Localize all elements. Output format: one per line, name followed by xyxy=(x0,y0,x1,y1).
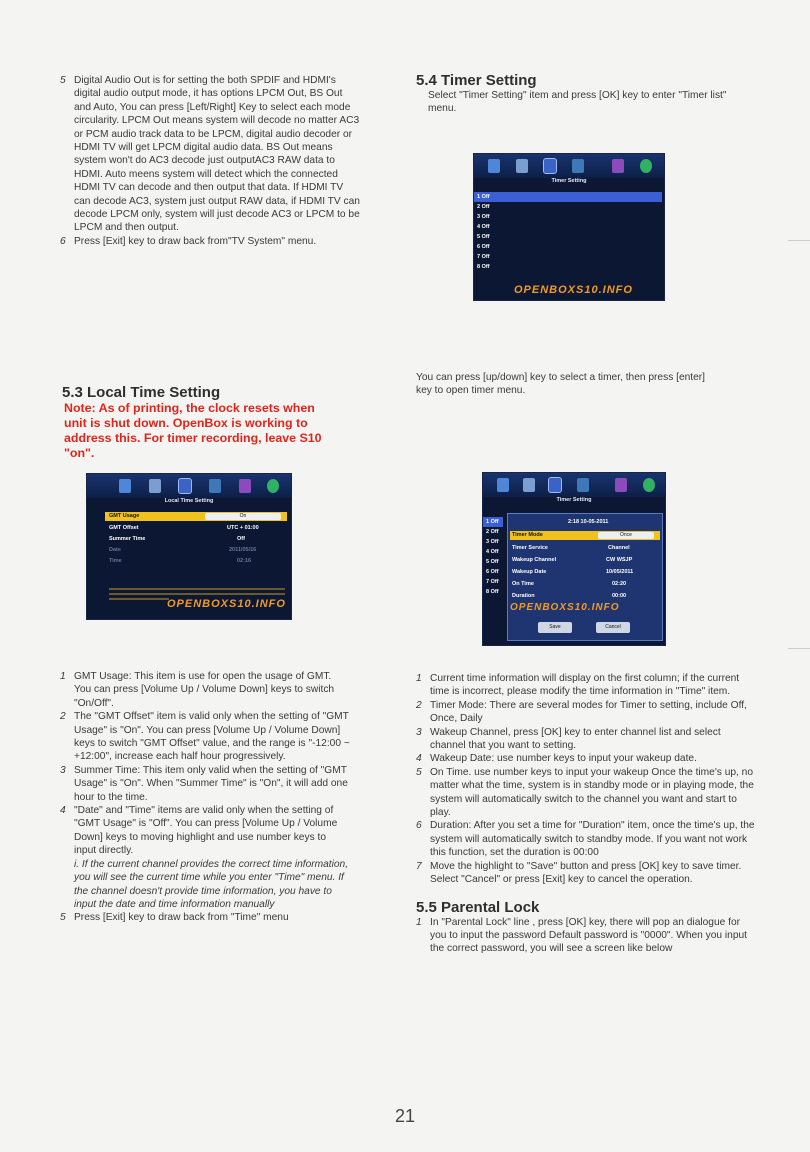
timer-slot: 3 Off xyxy=(477,214,490,220)
tools-icon xyxy=(149,479,161,493)
menu-value: CW WSJP xyxy=(606,557,633,563)
clock-icon xyxy=(544,159,556,173)
game-icon xyxy=(612,159,624,173)
menu-value: 10/05/2011 xyxy=(606,569,634,575)
digital-audio-list xyxy=(60,74,360,248)
help-line xyxy=(109,598,169,600)
list-item: 1 In "Parental Lock" line , press [OK] key, there will pop an dialogue for you to input the password Default password is "0000". When you input the correct password, you will see a screen like below xyxy=(416,916,748,955)
settings-icon xyxy=(572,159,584,173)
list-item: 1 GMT Usage: This item is use for open the usage of GMT. You can press [Volume Up / Volume Down] keys to switch "On/Off". xyxy=(60,671,335,709)
menu-value: UTC + 01:00 xyxy=(227,525,259,531)
local-time-screenshot xyxy=(86,473,292,620)
clock-icon xyxy=(549,478,561,492)
menu-value: 02:20 xyxy=(612,581,627,587)
help-line xyxy=(109,588,285,590)
screen-toolbar xyxy=(483,473,665,497)
save-button[interactable]: Save xyxy=(538,622,572,633)
list-item: 3 Wakeup Channel, press [OK] key to enter channel list and select channel that you want to setting. xyxy=(416,726,721,752)
menu-label: Wakeup Date xyxy=(512,569,547,575)
section-heading-local-time: 5.3 Local Time Setting xyxy=(62,384,221,401)
watermark: OPENBOXS10.INFO xyxy=(510,602,620,613)
timer-slot: 1 Off xyxy=(474,192,662,202)
timer-slot: 5 Off xyxy=(477,234,490,240)
timer-list xyxy=(474,192,662,272)
watermark: OPENBOXS10.INFO xyxy=(167,598,286,610)
screen-title: Timer Setting xyxy=(556,497,592,503)
screen-toolbar xyxy=(474,154,664,178)
menu-value: On xyxy=(205,513,281,520)
timer-select-paragraph: You can press [up/down] key to select a timer, then press [enter] key to open timer menu. xyxy=(416,372,705,397)
timer-slot: 4 Off xyxy=(477,224,490,230)
timer-slot: 2 Off xyxy=(486,529,499,535)
menu-value: 2011/05/16 xyxy=(229,547,257,553)
tools-icon xyxy=(516,159,528,173)
settings-icon xyxy=(577,478,589,492)
game-icon xyxy=(615,478,627,492)
list-item: 4 Wakeup Date: use number keys to input your wakeup date. xyxy=(416,753,697,765)
left-column-top xyxy=(60,74,360,248)
tools-icon xyxy=(523,478,535,492)
timer-slot: 4 Off xyxy=(486,549,499,555)
screen-toolbar xyxy=(87,474,291,498)
timer-slot: 2 Off xyxy=(477,204,490,210)
timer-edit-dialog xyxy=(507,513,663,641)
menu-value: 02:16 xyxy=(237,558,252,564)
clock-icon xyxy=(179,479,191,493)
timer-slot: 5 Off xyxy=(486,559,499,565)
menu-label: Summer Time xyxy=(109,536,146,542)
list-item: 1 Current time information will display on the first column; if the current time is incorrect, please modify the time information in "Time" item. xyxy=(416,673,740,698)
globe-icon xyxy=(267,479,279,493)
timer-slot: 7 Off xyxy=(486,579,499,585)
settings-icon xyxy=(209,479,221,493)
list-item: 5 On Time. use number keys to input your wakeup Once the time's up, no matter what the time, system is in standby mode or in playing mode, the system will automatically switch to the channel you want and start to play. xyxy=(416,766,754,819)
list-item: 6 Press [Exit] key to draw back from"TV System" menu. xyxy=(60,235,317,247)
menu-value: 00:00 xyxy=(612,593,627,599)
tv-icon xyxy=(119,479,131,493)
cancel-button[interactable]: Cancel xyxy=(596,622,630,633)
menu-label: Time xyxy=(109,558,122,564)
list-item: 6 Duration: After you set a time for "Duration" item, once the time's up, the system will automatically switch to standby mode. If you want not work this function, set the duration is 00:00 xyxy=(416,820,755,859)
parental-lock-list xyxy=(416,916,756,956)
timer-slot: 8 Off xyxy=(477,264,490,270)
menu-value: Once xyxy=(598,532,654,539)
list-item: 7 Move the highlight to "Save" button and press [OK] key to save timer. Select "Cancel" or press [Exit] key to cancel the operation. xyxy=(416,860,742,886)
timer-slot: 6 Off xyxy=(477,244,490,250)
current-time: 2:18 10-05-2011 xyxy=(568,519,609,525)
list-item: 3 Summer Time: This item only valid when the setting of "GMT Usage" is "On". When "Summer Time" is "On", it will add one hour to the time. xyxy=(60,764,348,803)
page-number: 21 xyxy=(394,1106,416,1126)
timer-slot: 6 Off xyxy=(486,569,499,575)
section-heading-timer: 5.4 Timer Setting xyxy=(416,72,537,89)
screen-title: Local Time Setting xyxy=(164,498,214,504)
list-item: 2 The "GMT Offset" item is valid only when the setting of "GMT Usage" is "On". You can press [Volume Up / Volume Down] keys to switch "GMT Offset" value, and the range is "-12:00 ~ +12:00", increase each half hour progressively. xyxy=(60,711,350,763)
scan-artifact xyxy=(788,648,810,649)
tv-icon xyxy=(497,478,509,492)
menu-label: GMT Usage xyxy=(109,513,140,519)
right-column-bottom xyxy=(416,672,756,956)
local-time-list-end xyxy=(60,911,350,924)
timer-list-explanations xyxy=(416,672,756,887)
timer-edit-screenshot xyxy=(482,472,666,646)
globe-icon xyxy=(640,159,652,173)
italic-note: i. If the current channel provides the correct time information, you will see the current time while you enter "Time" menu. If the channel doesn't provide time information, you have to input the date and time information manually xyxy=(74,858,349,910)
scan-artifact xyxy=(788,240,810,241)
menu-value: Channel xyxy=(608,545,630,551)
timer-list-screenshot xyxy=(473,153,665,301)
right-column-top xyxy=(416,72,756,116)
menu-label: On Time xyxy=(512,581,534,587)
clock-reset-note: Note: As of printing, the clock resets when unit is shut down. OpenBox is working to address this. For timer recording, leave S10 "on". xyxy=(64,401,322,460)
local-time-list xyxy=(60,670,350,858)
screen-title: Timer Setting xyxy=(551,178,587,184)
globe-icon xyxy=(643,478,655,492)
help-line xyxy=(109,593,285,595)
watermark: OPENBOXS10.INFO xyxy=(514,284,633,296)
timer-slot: 3 Off xyxy=(486,539,499,545)
menu-label: Wakeup Channel xyxy=(512,557,557,563)
left-column-bottom xyxy=(60,670,350,925)
menu-label: Timer Mode xyxy=(512,532,543,538)
timer-slot: 7 Off xyxy=(477,254,490,260)
timer-slot: 1 Off xyxy=(483,517,503,527)
timer-slot: 8 Off xyxy=(486,589,499,595)
menu-value: Off xyxy=(237,536,245,542)
section-heading-parental-lock: 5.5 Parental Lock xyxy=(416,898,540,916)
list-item: 2 Timer Mode: There are several modes for Timer to setting, include Off, Once, Daily xyxy=(416,699,747,725)
list-item: 4 "Date" and "Time" items are valid only when the setting of "GMT Usage" is "Off". You can press [Volume Up / Volume Down] keys to moving highlight and use number keys to input directly. xyxy=(60,805,338,857)
game-icon xyxy=(239,479,251,493)
menu-label: Date xyxy=(109,547,121,553)
list-item: 5 Digital Audio Out is for setting the both SPDIF and HDMI's digital audio output mode, it has options LPCM Out, BS Out and Auto, You can press [Left/Right] Key to select each mode circularity. LPCM Out means system will decode no matter AC3 or PCM audio track data to be LPCM, digital audio decoder or HDMI TV will get LPCM digital audio data. BS Out means system won't do AC3 decode just outputAC3 RAW data to HDMI. Auto meens system will detect which the connected HDMI TV can decode and then output that data. If HDMI TV can decode AC3, system just output RAW data, if HDMI TV can decode LPCM only, system will just decode AC3 or LPCM to be LPCM and then output. xyxy=(60,75,360,234)
menu-label: GMT Offset xyxy=(109,525,139,531)
timer-list xyxy=(483,517,503,597)
list-item: 5 Press [Exit] key to draw back from "Time" menu xyxy=(60,912,289,924)
timer-intro: Select "Timer Setting" item and press [OK] key to enter "Timer list" menu. xyxy=(428,90,727,115)
tv-icon xyxy=(488,159,500,173)
menu-label: Timer Service xyxy=(512,545,548,551)
menu-label: Duration xyxy=(512,593,535,599)
